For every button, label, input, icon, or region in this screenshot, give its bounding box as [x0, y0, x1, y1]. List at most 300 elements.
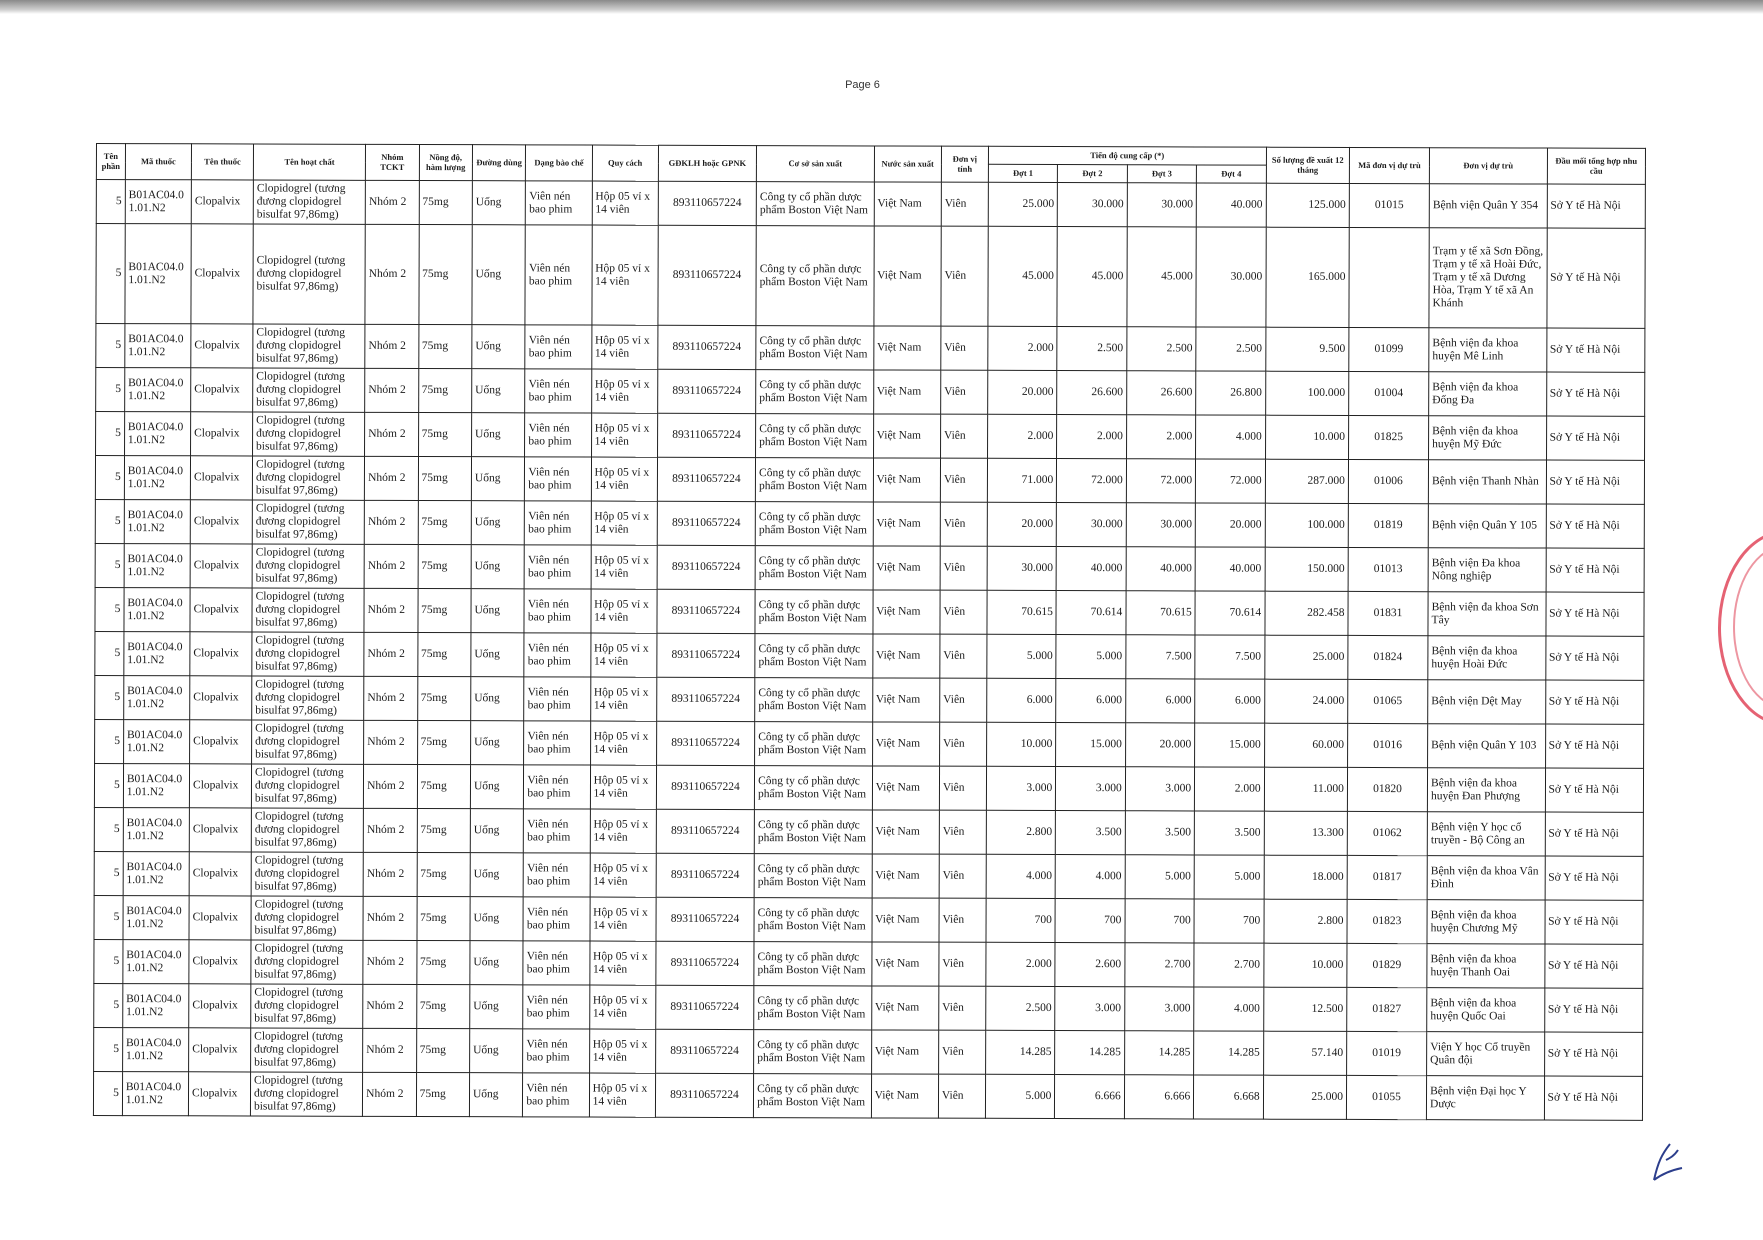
cell-gdklh: 893110657224	[656, 853, 754, 897]
cell-don-vi: Viên	[940, 414, 987, 458]
cell-dot1: 2.000	[986, 942, 1056, 986]
cell-quy-cach: Hộp 05 vỉ x 14 viên	[591, 545, 657, 589]
header-ten-phan: Tên phần	[96, 144, 125, 180]
table-row	[94, 763, 1643, 812]
cell-duong-dung: Uống	[471, 721, 525, 765]
cell-gdklh: 893110657224	[656, 765, 754, 809]
cell-ma-don-vi: 01062	[1347, 811, 1427, 855]
cell-dang-bao-che: Viên nén bao phim	[524, 853, 590, 897]
cell-co-so: Công ty cổ phần dược phẩm Boston Việt Nam	[756, 326, 874, 370]
page-label: Page 6	[845, 79, 880, 91]
table-row	[94, 895, 1643, 944]
cell-gdklh: 893110657224	[656, 941, 754, 985]
cell-ma-don-vi: 01825	[1348, 415, 1428, 459]
cell-dot4: 72.000	[1196, 459, 1266, 503]
cell-nuoc: Việt Nam	[872, 634, 939, 678]
cell-ma-thuoc: B01AC04.0 1.01.N2	[124, 588, 190, 632]
cell-ten-thuoc: Clopalvix	[191, 224, 253, 324]
table-row	[94, 983, 1643, 1032]
cell-don-vi-du-tru: Bệnh viện đa khoa huyện Mê Linh	[1429, 328, 1547, 372]
cell-dot1: 2.000	[988, 326, 1058, 370]
cell-dau-moi: Sở Y tế Hà Nội	[1544, 1076, 1643, 1120]
cell-ten-thuoc: Clopalvix	[191, 412, 253, 456]
cell-ten-phan: 5	[95, 631, 124, 675]
cell-dau-moi: Sở Y tế Hà Nội	[1544, 1032, 1643, 1076]
table-row	[94, 851, 1643, 900]
cell-ten-phan: 5	[96, 368, 125, 412]
header-ma-don-vi: Mã đơn vị dự trù	[1349, 147, 1429, 183]
cell-ma-don-vi: 01829	[1347, 943, 1427, 987]
table-row	[95, 543, 1644, 592]
cell-don-vi: Viên	[939, 766, 986, 810]
cell-nhom: Nhóm 2	[365, 368, 419, 412]
cell-so-luong: 2.800	[1264, 899, 1347, 943]
cell-nhom: Nhóm 2	[364, 588, 418, 632]
cell-ma-thuoc: B01AC04.0 1.01.N2	[123, 940, 189, 984]
header-don-vi-tinh: Đơn vị tính	[941, 146, 988, 182]
cell-nhom: Nhóm 2	[364, 632, 418, 676]
cell-quy-cach: Hộp 05 vỉ x 14 viên	[591, 413, 657, 457]
cell-dot1: 30.000	[987, 546, 1057, 590]
cell-gdklh: 893110657224	[656, 677, 754, 721]
table-row	[95, 587, 1644, 636]
cell-ten-thuoc: Clopalvix	[189, 984, 251, 1028]
cell-quy-cach: Hộp 05 vỉ x 14 viên	[589, 1029, 655, 1073]
cell-nong-do: 75mg	[416, 1029, 470, 1073]
cell-don-vi: Viên	[939, 986, 986, 1030]
cell-gdklh: 893110657224	[657, 633, 755, 677]
cell-dang-bao-che: Viên nén bao phim	[523, 941, 589, 985]
cell-dau-moi: Sở Y tế Hà Nội	[1544, 944, 1643, 988]
cell-hoat-chat: Clopidogrel (tương đương clopidogrel bisulfat 97,86mg)	[250, 1072, 362, 1116]
cell-co-so: Công ty cổ phần dược phẩm Boston Việt Nam	[755, 634, 873, 678]
cell-dang-bao-che: Viên nén bao phim	[523, 1073, 589, 1117]
cell-nhom: Nhóm 2	[364, 500, 418, 544]
cell-ma-don-vi: 01831	[1348, 591, 1428, 635]
cell-don-vi: Viên	[939, 810, 986, 854]
cell-dot3: 26.600	[1126, 371, 1196, 415]
cell-dang-bao-che: Viên nén bao phim	[525, 457, 591, 501]
cell-dot3: 7.500	[1126, 635, 1196, 679]
cell-nuoc: Việt Nam	[872, 766, 939, 810]
header-dot1: Đợt 1	[988, 164, 1057, 182]
cell-ten-phan: 5	[95, 719, 124, 763]
cell-don-vi: Viên	[941, 226, 988, 326]
cell-so-luong: 100.000	[1265, 371, 1348, 415]
cell-dot4: 70.614	[1195, 591, 1265, 635]
cell-co-so: Công ty cổ phần dược phẩm Boston Việt Nam	[755, 766, 873, 810]
cell-dot2: 40.000	[1056, 547, 1126, 591]
table-row	[95, 631, 1644, 680]
cell-gdklh: 893110657224	[657, 413, 755, 457]
cell-nong-do: 75mg	[417, 633, 471, 677]
cell-dot2: 2.000	[1057, 415, 1127, 459]
cell-nhom: Nhóm 2	[364, 764, 418, 808]
cell-ten-thuoc: Clopalvix	[190, 676, 252, 720]
cell-dau-moi: Sở Y tế Hà Nội	[1545, 636, 1644, 680]
cell-co-so: Công ty cổ phần dược phẩm Boston Việt Nam	[755, 546, 873, 590]
cell-so-luong: 57.140	[1263, 1031, 1346, 1075]
cell-nong-do: 75mg	[418, 457, 472, 501]
cell-so-luong: 25.000	[1264, 635, 1347, 679]
header-nhom: Nhóm TCKT	[366, 144, 420, 180]
cell-dang-bao-che: Viên nén bao phim	[524, 545, 590, 589]
header-ma-thuoc: Mã thuốc	[125, 144, 191, 180]
cell-ma-thuoc: B01AC04.0 1.01.N2	[124, 368, 190, 412]
cell-nuoc: Việt Nam	[872, 810, 939, 854]
cell-co-so: Công ty cổ phần dược phẩm Boston Việt Nam	[754, 1074, 872, 1118]
cell-don-vi-du-tru: Bệnh viện đa khoa huyện Đan Phượng	[1427, 768, 1545, 812]
cell-nuoc: Việt Nam	[871, 1074, 938, 1118]
cell-hoat-chat: Clopidogrel (tương đương clopidogrel bisulfat 97,86mg)	[251, 896, 363, 940]
cell-don-vi-du-tru: Bệnh viện đa khoa huyện Quốc Oai	[1427, 988, 1545, 1032]
cell-ten-phan: 5	[96, 412, 125, 456]
cell-quy-cach: Hộp 05 vỉ x 14 viên	[590, 765, 656, 809]
cell-ma-thuoc: B01AC04.0 1.01.N2	[124, 544, 190, 588]
cell-hoat-chat: Clopidogrel (tương đương clopidogrel bisulfat 97,86mg)	[251, 852, 363, 896]
cell-so-luong: 100.000	[1265, 503, 1348, 547]
header-ten-hoat-chat: Tên hoạt chất	[253, 144, 365, 180]
table-row	[94, 807, 1643, 856]
cell-ma-thuoc: B01AC04.0 1.01.N2	[123, 808, 189, 852]
cell-ten-thuoc: Clopalvix	[190, 544, 252, 588]
cell-co-so: Công ty cổ phần dược phẩm Boston Việt Nam	[756, 182, 874, 226]
table-row	[93, 1071, 1642, 1120]
header-don-vi-du-tru: Đơn vị dự trù	[1429, 148, 1547, 184]
table-row	[94, 1027, 1643, 1076]
header-dot4: Đợt 4	[1197, 165, 1266, 183]
cell-so-luong: 18.000	[1264, 855, 1347, 899]
cell-hoat-chat: Clopidogrel (tương đương clopidogrel bisulfat 97,86mg)	[251, 764, 363, 808]
cell-ten-phan: 5	[94, 851, 123, 895]
cell-dot2: 5.000	[1056, 635, 1126, 679]
cell-hoat-chat: Clopidogrel (tương đương clopidogrel bisulfat 97,86mg)	[251, 1028, 363, 1072]
cell-dot4: 26.800	[1196, 371, 1266, 415]
cell-dot1: 10.000	[986, 722, 1056, 766]
cell-so-luong: 150.000	[1265, 547, 1348, 591]
cell-dot3: 2.000	[1126, 415, 1196, 459]
cell-ten-phan: 5	[96, 180, 125, 224]
cell-hoat-chat: Clopidogrel (tương đương clopidogrel bisulfat 97,86mg)	[252, 588, 364, 632]
cell-don-vi: Viên	[940, 546, 987, 590]
cell-nong-do: 75mg	[418, 325, 472, 369]
cell-ma-thuoc: B01AC04.0 1.01.N2	[123, 764, 189, 808]
cell-don-vi-du-tru: Bệnh viện Dệt May	[1428, 680, 1546, 724]
cell-dot2: 14.285	[1055, 1031, 1125, 1075]
cell-duong-dung: Uống	[472, 225, 526, 325]
cell-so-luong: 165.000	[1266, 227, 1350, 327]
cell-dau-moi: Sở Y tế Hà Nội	[1545, 812, 1644, 856]
drug-demand-table	[93, 143, 1646, 1121]
cell-dot2: 30.000	[1058, 183, 1128, 227]
header-so-luong: Số lượng đề xuất 12 tháng	[1266, 147, 1349, 183]
cell-quy-cach: Hộp 05 vỉ x 14 viên	[590, 809, 656, 853]
cell-ten-thuoc: Clopalvix	[190, 456, 252, 500]
cell-duong-dung: Uống	[470, 985, 524, 1029]
cell-ma-thuoc: B01AC04.0 1.01.N2	[125, 224, 192, 324]
cell-dot2: 2.500	[1057, 327, 1127, 371]
cell-dot3: 3.000	[1125, 767, 1195, 811]
cell-so-luong: 60.000	[1264, 723, 1347, 767]
cell-gdklh: 893110657224	[657, 501, 755, 545]
table-row	[96, 180, 1645, 229]
cell-dang-bao-che: Viên nén bao phim	[524, 809, 590, 853]
cell-nuoc: Việt Nam	[873, 414, 940, 458]
cell-duong-dung: Uống	[472, 369, 526, 413]
cell-quy-cach: Hộp 05 vỉ x 14 viên	[591, 369, 657, 413]
cell-ten-phan: 5	[96, 324, 125, 368]
cell-dau-moi: Sở Y tế Hà Nội	[1545, 724, 1644, 768]
cell-nuoc: Việt Nam	[874, 182, 941, 226]
cell-nong-do: 75mg	[418, 369, 472, 413]
cell-so-luong: 13.300	[1264, 811, 1347, 855]
cell-dang-bao-che: Viên nén bao phim	[525, 325, 591, 369]
cell-dot1: 5.000	[985, 1074, 1055, 1118]
cell-dot3: 700	[1125, 899, 1195, 943]
cell-so-luong: 25.000	[1263, 1075, 1346, 1119]
table-row	[94, 939, 1643, 988]
cell-don-vi-du-tru: Bệnh viện Thanh Nhàn	[1428, 460, 1546, 504]
cell-co-so: Công ty cổ phần dược phẩm Boston Việt Nam	[756, 370, 874, 414]
cell-dot2: 70.614	[1056, 591, 1126, 635]
cell-ten-phan: 5	[94, 807, 123, 851]
cell-gdklh: 893110657224	[658, 225, 757, 325]
cell-dot4: 6.668	[1194, 1075, 1264, 1119]
cell-duong-dung: Uống	[470, 1029, 524, 1073]
header-dang-bao-che: Dạng bào chế	[526, 145, 592, 181]
cell-ma-thuoc: B01AC04.0 1.01.N2	[125, 180, 191, 224]
cell-ten-thuoc: Clopalvix	[190, 588, 252, 632]
cell-dot1: 2.800	[986, 810, 1056, 854]
cell-dot3: 3.000	[1124, 987, 1194, 1031]
cell-dot3: 2.700	[1125, 943, 1195, 987]
cell-hoat-chat: Clopidogrel (tương đương clopidogrel bisulfat 97,86mg)	[252, 500, 364, 544]
cell-dot1: 700	[986, 898, 1056, 942]
cell-gdklh: 893110657224	[658, 181, 756, 225]
header-nong-do: Nồng độ, hàm lượng	[419, 145, 473, 181]
cell-dot4: 3.500	[1194, 811, 1264, 855]
cell-dot2: 45.000	[1057, 227, 1127, 327]
cell-nuoc: Việt Nam	[871, 942, 938, 986]
cell-quy-cach: Hộp 05 vỉ x 14 viên	[591, 457, 657, 501]
cell-co-so: Công ty cổ phần dược phẩm Boston Việt Nam	[756, 226, 874, 326]
cell-nong-do: 75mg	[417, 721, 471, 765]
cell-ma-don-vi: 01004	[1349, 371, 1429, 415]
cell-gdklh: 893110657224	[656, 985, 754, 1029]
cell-nhom: Nhóm 2	[364, 676, 418, 720]
cell-dot1: 45.000	[988, 226, 1058, 326]
cell-nhom: Nhóm 2	[365, 180, 419, 224]
table-row	[95, 719, 1644, 768]
cell-ten-thuoc: Clopalvix	[189, 852, 251, 896]
cell-quy-cach: Hộp 05 vỉ x 14 viên	[590, 677, 656, 721]
cell-dot2: 3.500	[1056, 811, 1126, 855]
cell-hoat-chat: Clopidogrel (tương đương clopidogrel bisulfat 97,86mg)	[253, 324, 365, 368]
cell-dot4: 20.000	[1195, 503, 1265, 547]
cell-quy-cach: Hộp 05 vỉ x 14 viên	[590, 721, 656, 765]
cell-dot1: 4.000	[986, 854, 1056, 898]
cell-dau-moi: Sở Y tế Hà Nội	[1546, 372, 1645, 416]
signature-mark	[1648, 1140, 1688, 1190]
cell-ten-thuoc: Clopalvix	[190, 720, 252, 764]
table-row	[96, 412, 1645, 461]
cell-dot2: 4.000	[1055, 855, 1125, 899]
cell-duong-dung: Uống	[471, 545, 525, 589]
cell-co-so: Công ty cổ phần dược phẩm Boston Việt Nam	[754, 854, 872, 898]
cell-ma-thuoc: B01AC04.0 1.01.N2	[123, 896, 189, 940]
cell-hoat-chat: Clopidogrel (tương đương clopidogrel bisulfat 97,86mg)	[253, 368, 365, 412]
cell-gdklh: 893110657224	[657, 457, 755, 501]
table-body	[93, 180, 1645, 1121]
cell-so-luong: 282.458	[1265, 591, 1348, 635]
cell-dot4: 40.000	[1196, 183, 1266, 227]
cell-duong-dung: Uống	[470, 897, 524, 941]
cell-dau-moi: Sở Y tế Hà Nội	[1545, 768, 1644, 812]
cell-ten-phan: 5	[94, 895, 123, 939]
cell-don-vi: Viên	[939, 854, 986, 898]
cell-nuoc: Việt Nam	[874, 226, 942, 326]
cell-dot1: 2.500	[986, 986, 1056, 1030]
cell-duong-dung: Uống	[470, 853, 524, 897]
cell-ten-phan: 5	[95, 543, 124, 587]
cell-don-vi-du-tru: Bệnh viện đa khoa Đống Đa	[1429, 372, 1547, 416]
cell-quy-cach: Hộp 05 vỉ x 14 viên	[592, 181, 658, 225]
cell-co-so: Công ty cổ phần dược phẩm Boston Việt Nam	[754, 986, 872, 1030]
cell-gdklh: 893110657224	[657, 369, 755, 413]
cell-co-so: Công ty cổ phần dược phẩm Boston Việt Nam	[754, 810, 872, 854]
cell-dau-moi: Sở Y tế Hà Nội	[1547, 184, 1646, 228]
cell-dot2: 700	[1055, 899, 1125, 943]
cell-hoat-chat: Clopidogrel (tương đương clopidogrel bisulfat 97,86mg)	[251, 984, 363, 1028]
cell-nhom: Nhóm 2	[363, 896, 417, 940]
table-row	[95, 499, 1644, 548]
cell-ma-thuoc: B01AC04.0 1.01.N2	[123, 720, 189, 764]
cell-don-vi-du-tru: Viện Y học Cổ truyền Quân đội	[1427, 1032, 1545, 1076]
cell-dot1: 71.000	[987, 458, 1057, 502]
cell-ten-phan: 5	[93, 1071, 122, 1115]
cell-nhom: Nhóm 2	[363, 852, 417, 896]
cell-dang-bao-che: Viên nén bao phim	[523, 897, 589, 941]
cell-dot4: 15.000	[1195, 723, 1265, 767]
cell-ten-thuoc: Clopalvix	[189, 940, 251, 984]
cell-hoat-chat: Clopidogrel (tương đương clopidogrel bisulfat 97,86mg)	[252, 720, 364, 764]
cell-don-vi-du-tru: Bệnh viện Quân Y 103	[1428, 724, 1546, 768]
cell-quy-cach: Hộp 05 vỉ x 14 viên	[591, 325, 657, 369]
cell-nong-do: 75mg	[417, 765, 471, 809]
cell-don-vi: Viên	[941, 326, 988, 370]
cell-duong-dung: Uống	[471, 457, 525, 501]
cell-nuoc: Việt Nam	[873, 590, 940, 634]
cell-dot1: 20.000	[987, 502, 1057, 546]
cell-ten-thuoc: Clopalvix	[189, 1028, 251, 1072]
cell-dot4: 7.500	[1195, 635, 1265, 679]
cell-dot3: 20.000	[1125, 723, 1195, 767]
cell-nuoc: Việt Nam	[872, 898, 939, 942]
cell-dau-moi: Sở Y tế Hà Nội	[1545, 680, 1644, 724]
cell-dot4: 5.000	[1194, 855, 1264, 899]
cell-dot3: 14.285	[1124, 1031, 1194, 1075]
cell-ma-don-vi: 01019	[1347, 1031, 1427, 1075]
cell-nhom: Nhóm 2	[363, 1028, 417, 1072]
cell-ten-thuoc: Clopalvix	[190, 500, 252, 544]
cell-dot3: 30.000	[1127, 183, 1197, 227]
cell-nong-do: 75mg	[418, 589, 472, 633]
cell-dot3: 6.666	[1124, 1075, 1194, 1119]
cell-don-vi-du-tru: Bệnh viện Đại học Y Dược	[1427, 1076, 1545, 1120]
cell-hoat-chat: Clopidogrel (tương đương clopidogrel bisulfat 97,86mg)	[253, 412, 365, 456]
cell-ten-thuoc: Clopalvix	[190, 632, 252, 676]
cell-dot4: 4.000	[1196, 415, 1266, 459]
cell-don-vi-du-tru: Bệnh viện Đa khoa Nông nghiệp	[1428, 548, 1546, 592]
cell-ten-phan: 5	[94, 763, 123, 807]
cell-don-vi-du-tru: Bệnh viện đa khoa huyện Hoài Đức	[1428, 636, 1546, 680]
cell-dang-bao-che: Viên nén bao phim	[525, 501, 591, 545]
cell-duong-dung: Uống	[470, 941, 524, 985]
cell-quy-cach: Hộp 05 vỉ x 14 viên	[589, 1073, 655, 1117]
cell-so-luong: 287.000	[1265, 459, 1348, 503]
cell-duong-dung: Uống	[469, 1073, 523, 1117]
cell-gdklh: 893110657224	[657, 589, 755, 633]
cell-dang-bao-che: Viên nén bao phim	[525, 225, 592, 325]
header-dot3: Đợt 3	[1127, 165, 1196, 183]
cell-nhom: Nhóm 2	[363, 1072, 417, 1116]
cell-ma-don-vi	[1349, 227, 1429, 327]
cell-ten-thuoc: Clopalvix	[189, 764, 251, 808]
cell-don-vi-du-tru: Bệnh viện Quân Y 105	[1428, 504, 1546, 548]
cell-dau-moi: Sở Y tế Hà Nội	[1546, 228, 1645, 328]
cell-dot2: 6.666	[1055, 1075, 1125, 1119]
cell-co-so: Công ty cổ phần dược phẩm Boston Việt Nam	[754, 1030, 872, 1074]
header-row-1	[96, 144, 1645, 167]
cell-dang-bao-che: Viên nén bao phim	[524, 633, 590, 677]
cell-dot3: 3.500	[1125, 811, 1195, 855]
cell-co-so: Công ty cổ phần dược phẩm Boston Việt Nam	[755, 502, 873, 546]
cell-nhom: Nhóm 2	[363, 984, 417, 1028]
cell-dot4: 2.500	[1196, 327, 1266, 371]
cell-ma-thuoc: B01AC04.0 1.01.N2	[124, 632, 190, 676]
cell-dau-moi: Sở Y tế Hà Nội	[1546, 328, 1645, 372]
cell-co-so: Công ty cổ phần dược phẩm Boston Việt Nam	[756, 414, 874, 458]
cell-ma-don-vi: 01015	[1349, 183, 1429, 227]
cell-dot4: 6.000	[1195, 679, 1265, 723]
header-ten-thuoc: Tên thuốc	[191, 144, 253, 180]
cell-dang-bao-che: Viên nén bao phim	[525, 369, 591, 413]
cell-ten-phan: 5	[95, 587, 124, 631]
cell-dot1: 5.000	[987, 634, 1057, 678]
cell-don-vi: Viên	[941, 370, 988, 414]
table-row	[95, 675, 1644, 724]
cell-ma-don-vi: 01099	[1349, 327, 1429, 371]
cell-ma-don-vi: 01819	[1348, 503, 1428, 547]
cell-quy-cach: Hộp 05 vỉ x 14 viên	[591, 501, 657, 545]
cell-gdklh: 893110657224	[655, 1029, 753, 1073]
table-row	[95, 456, 1644, 505]
cell-don-vi-du-tru: Bệnh viện Quân Y 354	[1429, 184, 1547, 228]
cell-dang-bao-che: Viên nén bao phim	[524, 721, 590, 765]
cell-dot2: 26.600	[1057, 371, 1127, 415]
faint-watermark	[895, 112, 1025, 126]
cell-ma-thuoc: B01AC04.0 1.01.N2	[122, 1072, 188, 1116]
cell-duong-dung: Uống	[471, 413, 525, 457]
cell-nuoc: Việt Nam	[872, 678, 939, 722]
cell-so-luong: 24.000	[1264, 679, 1347, 723]
cell-nhom: Nhóm 2	[364, 720, 418, 764]
cell-ten-phan: 5	[94, 939, 123, 983]
cell-ma-thuoc: B01AC04.0 1.01.N2	[124, 676, 190, 720]
cell-quy-cach: Hộp 05 vỉ x 14 viên	[590, 633, 656, 677]
cell-nuoc: Việt Nam	[873, 546, 940, 590]
cell-nong-do: 75mg	[416, 985, 470, 1029]
